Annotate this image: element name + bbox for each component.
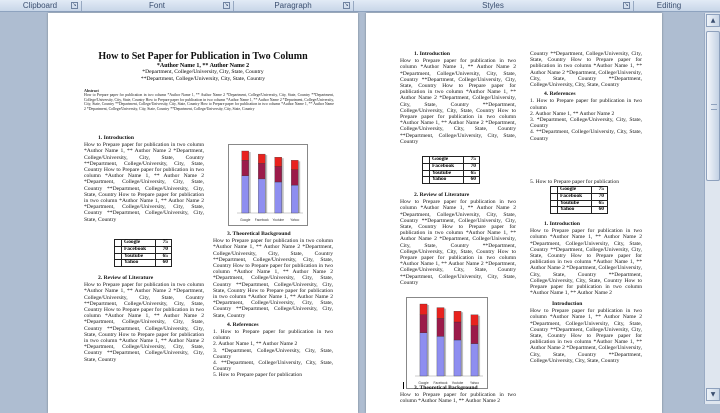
vertical-scrollbar[interactable] [704, 13, 720, 404]
ribbon-group-label: Paragraph [274, 1, 312, 10]
chart-bar-segment [420, 315, 427, 333]
section-text: How to Prepare paper for publication in two column *Author Name 1, ** Author Name 2 *Department, College/University, City, State, Country **Department, College/University, City, State, Country How to Prepare paper for publication in two column *Author Name 1, ** Author Name 2 *Department, College/University, City, State, Country **Department, College/University, City, State, Country How to Prepare paper for publication in two column *Author Name 1, ** Author Name 2 *Department, College/University, City, State, Country **Department, College/University, City, State, Country [213, 238, 333, 319]
chart-bar-side [265, 155, 267, 213]
table-cell-value: 65 [592, 200, 608, 207]
table-cell-index [423, 177, 430, 184]
chart-bar-segment [242, 151, 249, 160]
chart-bar-segment [242, 176, 249, 213]
chart-category-label: Yahoo [470, 381, 479, 385]
chart-bar-segment [471, 344, 478, 376]
abstract-label: Abstract [84, 88, 99, 93]
table-cell-value: 70 [592, 193, 608, 200]
chart-bar-side [282, 158, 284, 213]
table-cell-value: 65 [156, 253, 172, 260]
table-cell-index [551, 187, 558, 194]
p1-col-left-intro [84, 135, 204, 245]
chart-bar-segment [275, 167, 282, 183]
paper-title: How to Set Paper for Publication in Two Column [98, 51, 308, 62]
ribbon-group-label: Editing [656, 1, 682, 10]
table-cell-value: 60 [156, 260, 172, 267]
table-cell-name: Google [558, 187, 592, 194]
table-cell-index [423, 170, 430, 177]
table-cell-name: Facebook [122, 246, 156, 253]
grip-icon [711, 104, 717, 110]
chart-bar-segment [420, 304, 427, 315]
table-cell-index [423, 157, 430, 164]
chart-category-label: Facebook [433, 381, 448, 385]
table-cell-value: 75 [156, 240, 172, 247]
table-cell-name: Yahoo [558, 207, 592, 214]
table-cell-value: 70 [156, 246, 172, 253]
chart-bar-segment [471, 326, 478, 344]
affiliation-2: **Department, College/University, City, State, Country [140, 75, 266, 82]
table-cell-value: 60 [592, 207, 608, 214]
section-text: How to Prepare paper for publication in two column *Author Name 1, ** Author Name 2 *Department, College/University, City, State, Country **Department, College/University, City, State, Country How to Prepare paper for publication in two column *Author Name 1, ** Author Name 2 *Department, College/University, City, State, Country **Department, College/University, City, State, Country [530, 308, 642, 364]
ribbon-group-font[interactable] [82, 0, 232, 12]
chart-category-label: Facebook [254, 218, 269, 222]
table-cell-value: 65 [464, 170, 480, 177]
ribbon-group-styles[interactable] [354, 0, 632, 12]
chart-bar-segment [242, 160, 249, 176]
chart-bar-segment [420, 333, 427, 376]
section-title-references: 4. References [227, 321, 259, 328]
table-cell-name: Facebook [430, 163, 464, 170]
dialog-launcher-icon[interactable]: ↘ [344, 2, 349, 8]
bar-chart-svg [407, 298, 487, 388]
chart-bar-segment [291, 160, 298, 169]
table-cell-name: Youtube [430, 170, 464, 177]
table-cell-name: Youtube [122, 253, 156, 260]
document-page-2[interactable] [366, 13, 662, 413]
chart-category-label: Yahoo [290, 218, 300, 222]
section-text: Country **Department, College/University, City, State, Country How to Prepare paper for publication in two column *Author Name 1, ** Author Name 2 *Department, College/University, City, State, Country **Department, College/University, City, State, Country [530, 51, 642, 89]
p1-col-left-review [84, 275, 204, 393]
chart-bar-segment [454, 322, 461, 340]
chart-bar-side [298, 161, 300, 213]
data-table [422, 156, 480, 184]
scroll-thumb[interactable] [706, 31, 720, 181]
ribbon-group-clipboard[interactable] [0, 0, 80, 12]
table-cell-name: Google [122, 240, 156, 247]
p2-col-left-intro [400, 51, 516, 171]
p1-col-right [213, 231, 333, 401]
text-cursor [403, 382, 404, 389]
chart-bar-segment [291, 185, 298, 213]
section-title-theoretical: 3. Theoretical Background [227, 231, 291, 237]
section-title-review: 2. Review of Literature [98, 275, 154, 281]
table-cell-value: 75 [592, 187, 608, 194]
dialog-launcher-icon[interactable]: ↘ [224, 2, 229, 8]
p2-col-right-intro [530, 221, 642, 299]
dialog-launcher-icon[interactable]: ↘ [72, 2, 77, 8]
chart-category-label: Youtube [272, 218, 285, 222]
author-block [48, 63, 358, 82]
section-text: How to Prepare paper for publication in two column *Author Name 1, ** Author Name 2 *Department, College/University, City, State, Country **Department, College/University, City, State, Country How to Prepare paper for publication in two column *Author Name 1, ** Author Name 2 *Department, College/University, City, State, Country **Department, College/University, City, State, Country How to Prepare paper for publication in two column *Author Name 1, ** Author Name 2 *Department, College/University, City, State, Country **Department, College/University, City, State, Country [84, 282, 204, 363]
section-text: How to Prepare paper for publication in two column *Author Name 1, ** Author Name 2 *Department, College/University, City, State, Country **Department, College/University, City, State, Country How to Prepare paper for publication in two column *Author Name 1, ** Author Name 2 *Department, College/University, City, State, Country **Department, College/University, City, State, Country How to Prepare paper for publication in two column *Author Name 1, ** Author Name 2 *Department, College/University, City, State, Country **Department, College/University, City, State, Country [400, 58, 516, 145]
chart-bar-segment [258, 154, 265, 163]
chart-bar-segment [454, 311, 461, 322]
ref-item: 3. *Department, College/University, City, State, Country [213, 347, 333, 360]
table-cell-name: Yahoo [122, 260, 156, 267]
section-title-theoretical: 3. Theoretical Background [414, 385, 478, 391]
ribbon-group-editing[interactable] [634, 0, 704, 12]
ref-item: 3. *Department, College/University, City, State, Country [530, 117, 642, 130]
chart-bar-segment [454, 340, 461, 376]
abstract-text: How to Prepare paper for publication in two column *Author Name 1, ** Author Name 2 *Department, College/University, City, State, Country **Department, College/University, City, State, Country How to Prepare paper for publication in two column *Author Name 1, ** Author Name 2 *Department, College/University, City, State, Country **Department, College/University, City, State, Country How to Prepare paper for publication in two column *Author Name 1, ** Author Name 2 *Department, College/University, City, State, Country **Department, College/University, City, State, Country [84, 93, 334, 111]
section-text: How to Prepare paper for publication in two column *Author Name 1, ** Author Name 2 [400, 392, 516, 405]
table-cell-index [423, 163, 430, 170]
ref-item: 2. Author Name 1, ** Author Name 2 [213, 341, 298, 348]
table-cell-index [115, 240, 122, 247]
ribbon-group-paragraph[interactable] [234, 0, 352, 12]
table-cell-index [551, 193, 558, 200]
section-title-introduction: 1. Introduction [98, 135, 134, 141]
section-text: How to Prepare paper for publication in two column *Author Name 1, ** Author Name 2 *Department, College/University, City, State, Country **Department, College/University, City, State, Country How to Prepare paper for publication in two column *Author Name 1, ** Author Name 2 *Department, College/University, City, State, Country **Department, College/University, City, State, Country How to Prepare paper for publication in two column *Author Name 1, ** Author Name 2 *Department, College/University, City, State, Country **Department, College/University, City, State, Country [400, 199, 516, 286]
abstract [84, 89, 334, 111]
table-row [551, 207, 608, 214]
bar-chart[interactable] [406, 297, 488, 389]
table-row [423, 177, 480, 184]
table-cell-value: 60 [464, 177, 480, 184]
chart-bar-segment [471, 315, 478, 326]
ref-item: 2. Author Name 1, ** Author Name 2 [530, 110, 615, 117]
section-title-introduction: Introduction [552, 301, 583, 307]
data-table [550, 186, 608, 214]
table-cell-index [115, 260, 122, 267]
p2-col-right-intro-2 [530, 301, 642, 409]
ref-item: 5. How to Prepare paper for publication [530, 179, 620, 185]
chart-bar-side [444, 309, 446, 376]
authors-line: *Author Name 1, ** Author Name 2 [156, 63, 250, 69]
section-text: How to Prepare paper for publication in two column *Author Name 1, ** Author Name 2 *Department, College/University, City, State, Country **Department, College/University, City, State, Country How to Prepare paper for publication in two column *Author Name 1, ** Author Name 2 *Department, College/University, City, State, Country **Department, College/University, City, State, Country How to Prepare paper for publication in two column *Author Name 1, ** Author Name 2 *Department, College/University, City, State, Country **Department, College/University, City, State, Country [84, 142, 204, 223]
table-cell-value: 75 [464, 157, 480, 164]
chart-bar-segment [258, 163, 265, 179]
chart-bar-segment [437, 318, 444, 336]
section-title-introduction: 1. Introduction [544, 221, 580, 227]
bar-chart-svg [229, 145, 307, 225]
table-cell-index [115, 253, 122, 260]
section-title-review: 2. Review of Literature [414, 192, 470, 198]
table-cell-index [115, 246, 122, 253]
section-title-references: 4. References [544, 91, 576, 98]
table-cell-name: Youtube [558, 200, 592, 207]
ref-item: 1. How to Prepare paper for publication in two column [213, 329, 333, 342]
table-cell-index [551, 200, 558, 207]
chart-bar-side [249, 152, 251, 213]
chart-bar-segment [437, 308, 444, 319]
chart-bar-side [461, 312, 463, 376]
ribbon-group-label: Font [148, 1, 165, 10]
chart-bar-segment [275, 157, 282, 166]
dialog-launcher-icon[interactable]: ↘ [624, 2, 629, 8]
chart-bar-segment [291, 170, 298, 186]
chart-category-label: Google [418, 381, 429, 385]
affiliation-1: *Department, College/University, City, State, Country [142, 69, 264, 76]
chart-bar-segment [437, 336, 444, 376]
bar-chart[interactable] [228, 144, 308, 226]
data-table [114, 239, 172, 267]
ref-item: 5. How to Prepare paper for publication [213, 372, 303, 379]
section-title-introduction: 1. Introduction [414, 51, 450, 57]
chart-category-label: Google [240, 218, 251, 222]
table-cell-value: 70 [464, 163, 480, 170]
table-cell-name: Yahoo [430, 177, 464, 184]
section-text: How to Prepare paper for publication in two column *Author Name 1, ** Author Name 2 *Department, College/University, City, State, Country **Department, College/University, City, State, Country How to Prepare paper for publication in two column *Author Name 1, ** Author Name 2 *Department, College/University, City, State, Country **Department, College/University, City, State, Country How to Prepare paper for publication in two column *Author Name 1, ** Author Name 2 [530, 228, 642, 297]
ref-item: 4. **Department, College/University, City, State, Country [530, 129, 642, 142]
ref-item: 4. **Department, College/University, City, State, Country [213, 360, 333, 373]
table-cell-name: Facebook [558, 193, 592, 200]
chart-category-label: Youtube [451, 381, 464, 385]
ribbon-group-bar [0, 0, 720, 12]
chart-bar-segment [275, 182, 282, 213]
table-cell-name: Google [430, 157, 464, 164]
p2-col-left-review [400, 192, 516, 300]
p2-col-right-top [530, 51, 642, 142]
p2-col-left-theory [400, 385, 516, 413]
table-row [115, 260, 172, 267]
chart-bar-segment [258, 179, 265, 213]
chart-bar-side [427, 305, 429, 376]
ribbon-group-label: Clipboard [22, 1, 58, 10]
scroll-down-button[interactable]: ▼ [706, 388, 720, 401]
scroll-up-button[interactable]: ▲ [706, 14, 720, 27]
document-page-1[interactable] [48, 13, 358, 413]
table-cell-index [551, 207, 558, 214]
ribbon-group-label: Styles [482, 1, 504, 10]
chart-bar-side [478, 316, 480, 376]
ref-item: 1. How to Prepare paper for publication in two column [530, 98, 642, 111]
